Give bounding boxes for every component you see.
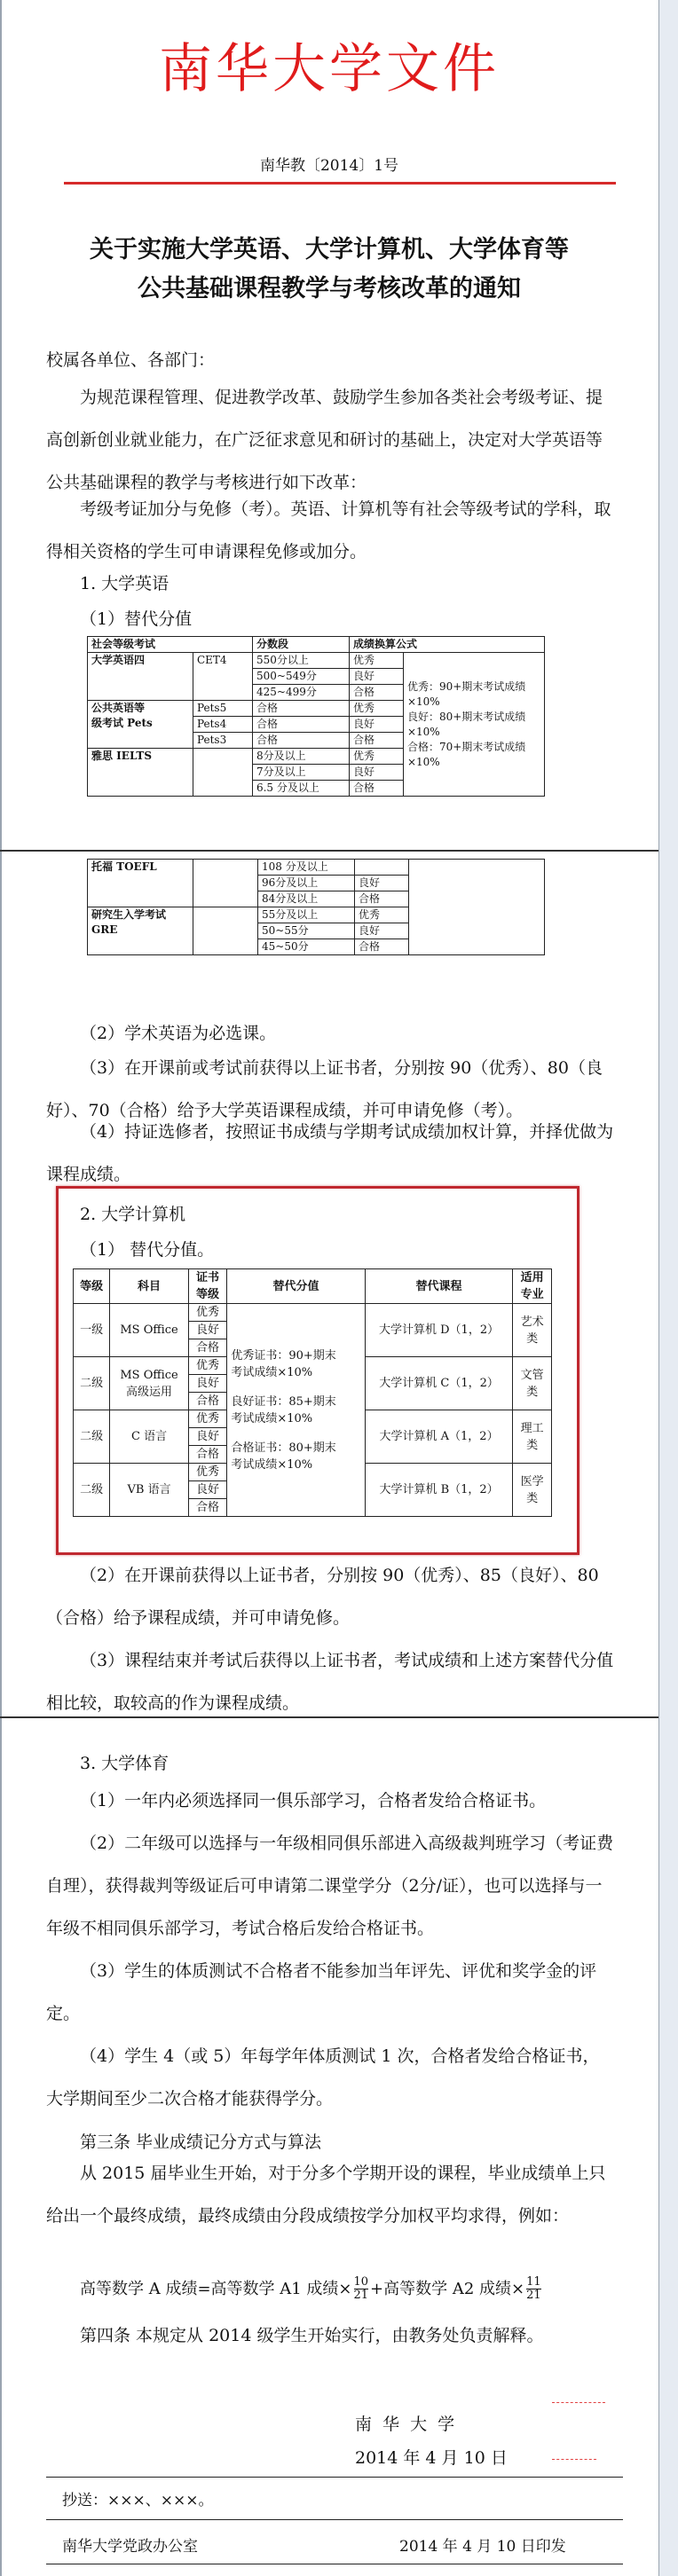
table-cell: 7分及以上 bbox=[252, 765, 349, 781]
english-sub3-text: （3）在开课前或考试前获得以上证书者，分别按 90（优秀）、80（良好）、70（合格）给予大学英语课程成绩，并可申请免修（考）。 bbox=[46, 1058, 603, 1120]
table-cell: 一级 bbox=[74, 1304, 110, 1357]
table-cell: 合格 bbox=[349, 781, 403, 797]
table-cell: 50~55分 bbox=[258, 923, 355, 939]
fraction-numerator: 11 bbox=[526, 2275, 541, 2289]
table-cell: 优秀 bbox=[355, 907, 409, 923]
table-cell: 良好 bbox=[355, 923, 409, 939]
intro-paragraph bbox=[46, 376, 614, 504]
table-cell: 大学计算机 C（1，2） bbox=[365, 1357, 513, 1410]
table-cell: 8分及以上 bbox=[252, 749, 349, 765]
computer-sub2-text: （2）在开课前获得以上证书者，分别按 90（优秀）、85（良好）、80（合格）给予课程成绩，并可申请免修。 bbox=[46, 1566, 599, 1628]
score-line: 合格证书：80+期末考试成绩×10% bbox=[231, 1441, 336, 1472]
grade-formula bbox=[80, 2276, 543, 2302]
table-cell: 合格 bbox=[188, 1499, 227, 1517]
table-cell: 优秀 bbox=[188, 1410, 227, 1428]
table-cell: 大学英语四 bbox=[88, 653, 193, 701]
table-cell: 优秀 bbox=[349, 701, 403, 717]
table-cell: 优秀 bbox=[349, 653, 403, 669]
pe-heading: 3. 大学体育 bbox=[80, 1754, 170, 1773]
table-cell: 425~499分 bbox=[252, 685, 349, 701]
page-break bbox=[0, 850, 658, 852]
table-cell: 良好 bbox=[188, 1322, 227, 1339]
table-header: 替代课程 bbox=[365, 1269, 513, 1304]
fraction-2 bbox=[526, 2276, 541, 2302]
red-divider-line bbox=[64, 182, 616, 185]
score-line: 良好证书：85+期末考试成绩×10% bbox=[231, 1394, 336, 1425]
pe-p3-text: （3）学生的体质测试不合格者不能参加当年评先、评优和奖学金的评定。 bbox=[46, 1961, 597, 2023]
computer-equivalence-table bbox=[73, 1268, 552, 1517]
table-cell: 良好 bbox=[349, 717, 403, 733]
table-cell bbox=[88, 701, 193, 749]
table-cell: 托福 TOEFL bbox=[88, 860, 193, 907]
table-cell: 108 分及以上 bbox=[258, 860, 355, 876]
footer-issue-date: 2014 年 4 月 10 日印发 bbox=[399, 2538, 566, 2556]
page-break bbox=[0, 1716, 658, 1718]
table-cell: 合格 bbox=[188, 1339, 227, 1357]
fraction-1 bbox=[354, 2276, 369, 2302]
table-cell bbox=[409, 860, 545, 955]
formula-line: 合格：70+期末考试成绩×10% bbox=[406, 740, 526, 768]
table-header: 社会等级考试 bbox=[88, 637, 253, 653]
table-cell: 良好 bbox=[349, 765, 403, 781]
intro-text: 为规范课程管理、促进教学改革、鼓励学生参加各类社会考级考证、提高创新创业就业能力，在广泛征求意见和研讨的基础上，决定对大学英语等公共基础课程的教学与考核进行如下改革： bbox=[46, 388, 603, 492]
table-cell-line: 公共英语等 bbox=[91, 702, 146, 714]
formula-line: 良好：80+期末考试成绩×10% bbox=[406, 710, 526, 738]
table-cell: 84分及以上 bbox=[258, 891, 355, 907]
english-sub2: （2）学术英语为必选课。 bbox=[80, 1024, 277, 1043]
table-cell: 雅思 IELTS bbox=[88, 749, 193, 797]
table-cell: 大学计算机 D（1，2） bbox=[365, 1304, 513, 1357]
english-heading: 1. 大学英语 bbox=[80, 574, 170, 593]
pe-p4-text: （4）学生 4（或 5）年每学年体质测试 1 次，合格者发给合格证书，大学期间至少二次合格才能获得学分。 bbox=[46, 2046, 600, 2109]
table-cell: 合格 bbox=[252, 701, 349, 717]
english-sub1: （1）替代分值 bbox=[80, 609, 193, 629]
table-cell: 合格 bbox=[252, 733, 349, 749]
pe-p2-paragraph bbox=[46, 1822, 614, 1950]
table-header-row bbox=[88, 637, 545, 653]
signature-date: 2014 年 4 月 10 日 bbox=[355, 2448, 508, 2468]
computer-sub3-paragraph bbox=[46, 1639, 614, 1724]
pe-p3-paragraph bbox=[46, 1950, 614, 2035]
footer-issuer: 南华大学党政办公室 bbox=[62, 2538, 198, 2556]
table-cell: VB 语言 bbox=[110, 1464, 188, 1517]
window-left-border bbox=[0, 0, 2, 2576]
table-cell: Pets3 bbox=[193, 733, 252, 749]
footer-cc: 抄送：×××、×××。 bbox=[62, 2492, 214, 2509]
dashed-mark bbox=[552, 2402, 605, 2403]
table-cell: 大学计算机 B（1，2） bbox=[365, 1464, 513, 1517]
table-cell: 合格 bbox=[188, 1446, 227, 1464]
table-cell: 理工类 bbox=[513, 1410, 552, 1464]
table-cell-line: 级考试 Pets bbox=[91, 717, 153, 729]
formula-lead: 高等数学 A 成绩=高等数学 A1 成绩× bbox=[80, 2279, 352, 2298]
signature-org: 南 华 大 学 bbox=[355, 2415, 458, 2434]
table-cell: 优秀 bbox=[349, 749, 403, 765]
table-cell bbox=[193, 860, 258, 907]
table-header: 科目 bbox=[110, 1269, 188, 1304]
table-cell: 6.5 分及以上 bbox=[252, 781, 349, 797]
article3-body-text: 从 2015 届毕业生开始，对于分多个学期开设的课程，毕业成绩单上只给出一个最终成绩，最终成绩由分段成绩按学分加权平均求得，例如： bbox=[46, 2164, 606, 2226]
table-cell: 96分及以上 bbox=[258, 876, 355, 891]
table-cell: 优秀 bbox=[188, 1357, 227, 1375]
english-equivalence-table bbox=[87, 636, 545, 797]
article4: 第四条 本规定从 2014 级学生开始实行，由教务处负责解释。 bbox=[80, 2326, 544, 2345]
computer-sub1: （1） 替代分值。 bbox=[80, 1240, 215, 1260]
salutation: 校属各单位、各部门： bbox=[46, 350, 216, 370]
table-cell: 55分及以上 bbox=[258, 907, 355, 923]
formula-mid: +高等数学 A2 成绩× bbox=[370, 2279, 525, 2298]
english-equivalence-table-continued bbox=[87, 859, 545, 955]
table-header: 分数段 bbox=[252, 637, 349, 653]
table-cell: 良好 bbox=[355, 876, 409, 891]
rule-intro-paragraph bbox=[46, 488, 614, 573]
table-cell bbox=[355, 860, 409, 876]
table-cell: 良好 bbox=[349, 669, 403, 685]
table-cell: Pets4 bbox=[193, 717, 252, 733]
table-cell: MS Office bbox=[110, 1304, 188, 1357]
pe-p1-text: （1）一年内必须选择同一俱乐部学习，合格者发给合格证书。 bbox=[80, 1791, 547, 1810]
table-cell: Pets5 bbox=[193, 701, 252, 717]
table-header: 证书等级 bbox=[188, 1269, 227, 1304]
table-cell: 艺术类 bbox=[513, 1304, 552, 1357]
table-cell: 二级 bbox=[74, 1357, 110, 1410]
table-cell bbox=[193, 907, 258, 955]
fraction-denominator: 21 bbox=[526, 2289, 541, 2302]
table-cell: 文管类 bbox=[513, 1357, 552, 1410]
table-cell: 合格 bbox=[355, 891, 409, 907]
score-line: 优秀证书：90+期末考试成绩×10% bbox=[231, 1348, 336, 1379]
fraction-denominator: 21 bbox=[353, 2289, 369, 2302]
computer-sub3-text: （3）课程结束并考试后获得以上证书者，考试成绩和上述方案替代分值相比较，取较高的作为课程成绩。 bbox=[46, 1651, 614, 1713]
table-cell: 合格 bbox=[349, 685, 403, 701]
document-number: 南华教〔2014〕1号 bbox=[259, 157, 399, 175]
dashed-mark bbox=[552, 2459, 596, 2460]
footer-rule bbox=[46, 2477, 623, 2478]
table-cell: 良好 bbox=[188, 1481, 227, 1499]
table-cell: 合格 bbox=[349, 733, 403, 749]
table-cell: CET4 bbox=[193, 653, 252, 701]
table-cell: 合格 bbox=[188, 1393, 227, 1410]
table-cell: 大学计算机 A（1，2） bbox=[365, 1410, 513, 1464]
subject-line-2: 公共基础课程教学与考核改革的通知 bbox=[138, 275, 521, 302]
article3-heading: 第三条 毕业成绩记分方式与算法 bbox=[80, 2132, 322, 2152]
english-sub4-text: （4）持证选修者，按照证书成绩与学期考试成绩加权计算，并择优做为课程成绩。 bbox=[46, 1122, 614, 1184]
computer-heading: 2. 大学计算机 bbox=[80, 1205, 186, 1224]
table-header: 等级 bbox=[74, 1269, 110, 1304]
formula-cell bbox=[403, 653, 544, 797]
formula-line: 优秀：90+期末考试成绩×10% bbox=[406, 679, 526, 708]
score-cell bbox=[227, 1304, 365, 1517]
table-header: 替代分值 bbox=[227, 1269, 365, 1304]
table-header: 成绩换算公式 bbox=[349, 637, 544, 653]
scrollbar[interactable] bbox=[658, 0, 678, 2576]
table-cell bbox=[193, 749, 252, 797]
computer-sub2-paragraph bbox=[46, 1554, 614, 1639]
table-cell: 45~50分 bbox=[258, 939, 355, 955]
table-cell: 良好 bbox=[188, 1428, 227, 1446]
table-cell: 良好 bbox=[188, 1375, 227, 1393]
table-cell: 优秀 bbox=[188, 1464, 227, 1481]
article3-body-paragraph bbox=[46, 2152, 614, 2237]
table-cell: 医学类 bbox=[513, 1464, 552, 1517]
subject-line-1: 关于实施大学英语、大学计算机、大学体育等 bbox=[90, 236, 569, 263]
table-cell: 二级 bbox=[74, 1410, 110, 1464]
pe-p1-paragraph bbox=[46, 1779, 614, 1822]
english-sub4-paragraph bbox=[46, 1111, 614, 1196]
table-cell: 550分以上 bbox=[252, 653, 349, 669]
rule-intro-text: 考级考证加分与免修（考）。英语、计算机等有社会等级考试的学科，取得相关资格的学生可申请课程免修或加分。 bbox=[46, 499, 611, 562]
table-header: 适用专业 bbox=[513, 1269, 552, 1304]
table-cell: 优秀 bbox=[188, 1304, 227, 1322]
pe-p2-text: （2）二年级可以选择与一年级相同俱乐部进入高级裁判班学习（考证费自理），获得裁判等级证后可申请第二课堂学分（2分/证），也可以选择与一年级不相同俱乐部学习，考试合格后发给合格证书。 bbox=[46, 1834, 614, 1938]
table-header-row bbox=[74, 1269, 552, 1304]
table-row bbox=[74, 1304, 552, 1322]
table-cell: 500~549分 bbox=[252, 669, 349, 685]
table-row bbox=[88, 653, 545, 669]
table-cell: 合格 bbox=[355, 939, 409, 955]
table-cell: 二级 bbox=[74, 1464, 110, 1517]
table-cell: C 语言 bbox=[110, 1410, 188, 1464]
table-cell: 合格 bbox=[252, 717, 349, 733]
fraction-numerator: 10 bbox=[353, 2275, 369, 2289]
footer-rule bbox=[46, 2519, 623, 2520]
table-cell: 研究生入学考试 GRE bbox=[88, 907, 193, 955]
table-row bbox=[88, 860, 545, 876]
pe-p4-paragraph bbox=[46, 2035, 614, 2120]
table-cell: MS Office 高级运用 bbox=[110, 1357, 188, 1410]
document-title: 南华大学文件 bbox=[159, 38, 500, 100]
